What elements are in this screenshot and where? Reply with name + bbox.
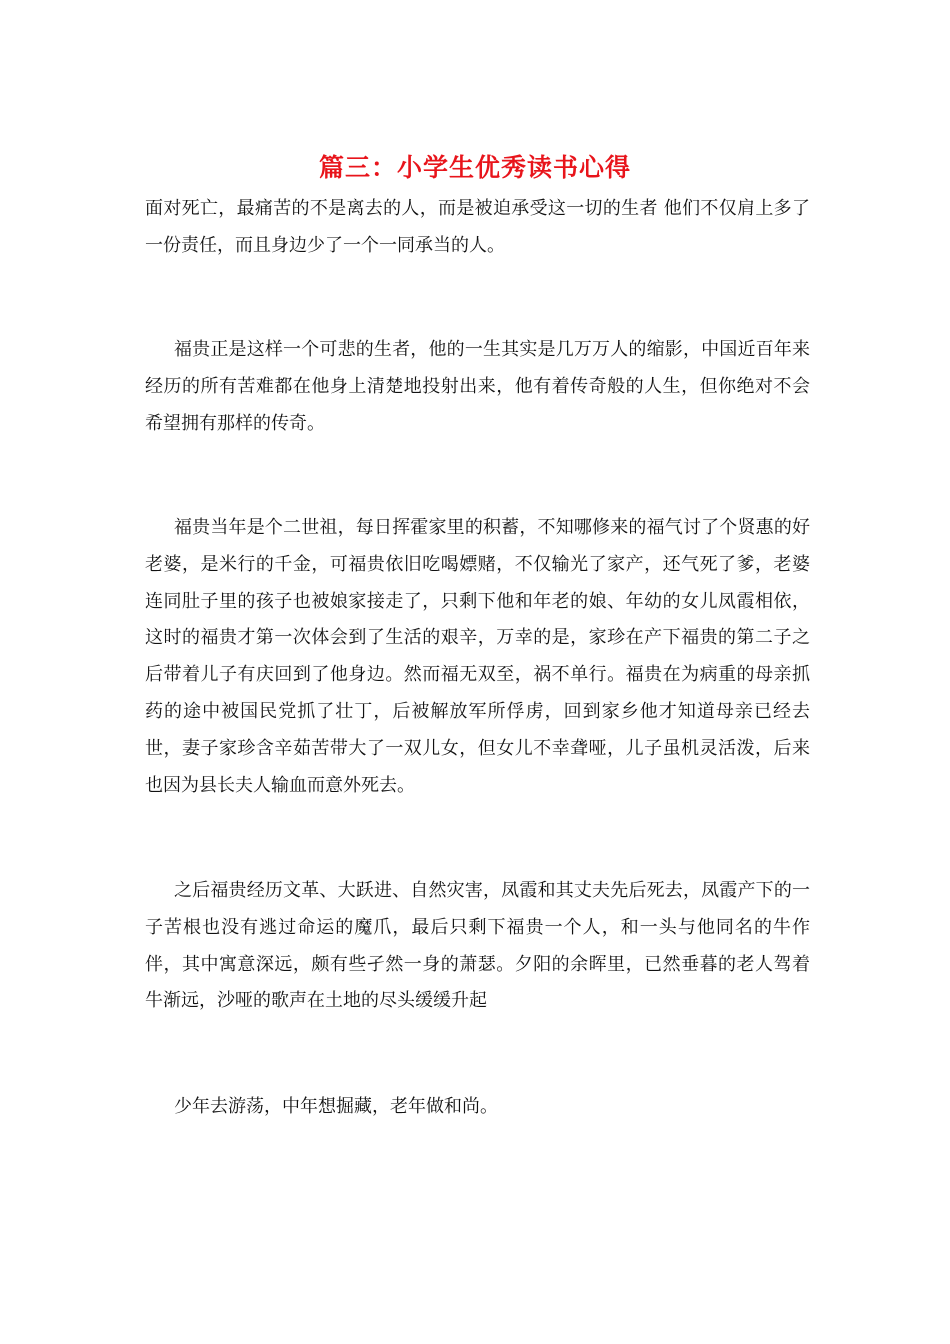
paragraph-1: 面对死亡，最痛苦的不是离去的人，而是被迫承受这一切的生者 他们不仅肩上多了一份责任，而且身边少了一个一同承当的人。 <box>145 198 810 256</box>
paragraph-4: 之后福贵经历文革、大跃进、自然灾害，凤霞和其丈夫先后死去，凤霞产下的一子苦根也没有逃过命运的魔爪，最后只剩下福贵一个人，和一头与他同名的牛作伴，其中寓意深远，颇有些孑然一身的萧瑟。夕阳的余晖里，已然垂暮的老人驾着牛渐远，沙哑的歌声在土地的尽头缓缓升起 <box>145 880 810 1012</box>
paragraph-5: 少年去游荡，中年想掘藏，老年做和尚。 <box>174 1096 498 1117</box>
paragraph-2: 福贵正是这样一个可悲的生者，他的一生其实是几万万人的缩影，中国近百年来经历的所有苦难都在他身上清楚地投射出来，他有着传奇般的人生，但你绝对不会希望拥有那样的传奇。 <box>145 339 810 434</box>
page-title: 篇三：小学生优秀读书心得 <box>318 153 631 182</box>
paragraph-3: 福贵当年是个二世祖，每日挥霍家里的积蓄，不知哪修来的福气讨了个贤惠的好老婆，是米行的千金，可福贵依旧吃喝嫖赌，不仅输光了家产，还气死了爹，老婆连同肚子里的孩子也被娘家接走了，只剩下他和年老的娘、年幼的女儿凤霞相依，这时的福贵才第一次体会到了生活的艰辛，万幸的是，家珍在产下福贵的第二子之后带着儿子有庆回到了他身边。然而福无双至，祸不单行。福贵在为病重的母亲抓药的途中被国民党抓了壮丁，后被解放军所俘虏，回到家乡他才知道母亲已经去世，妻子家珍含辛茹苦带大了一双儿女，但女儿不幸聋哑，儿子虽机灵活泼，后来也因为县长夫人输血而意外死去。 <box>145 517 810 796</box>
